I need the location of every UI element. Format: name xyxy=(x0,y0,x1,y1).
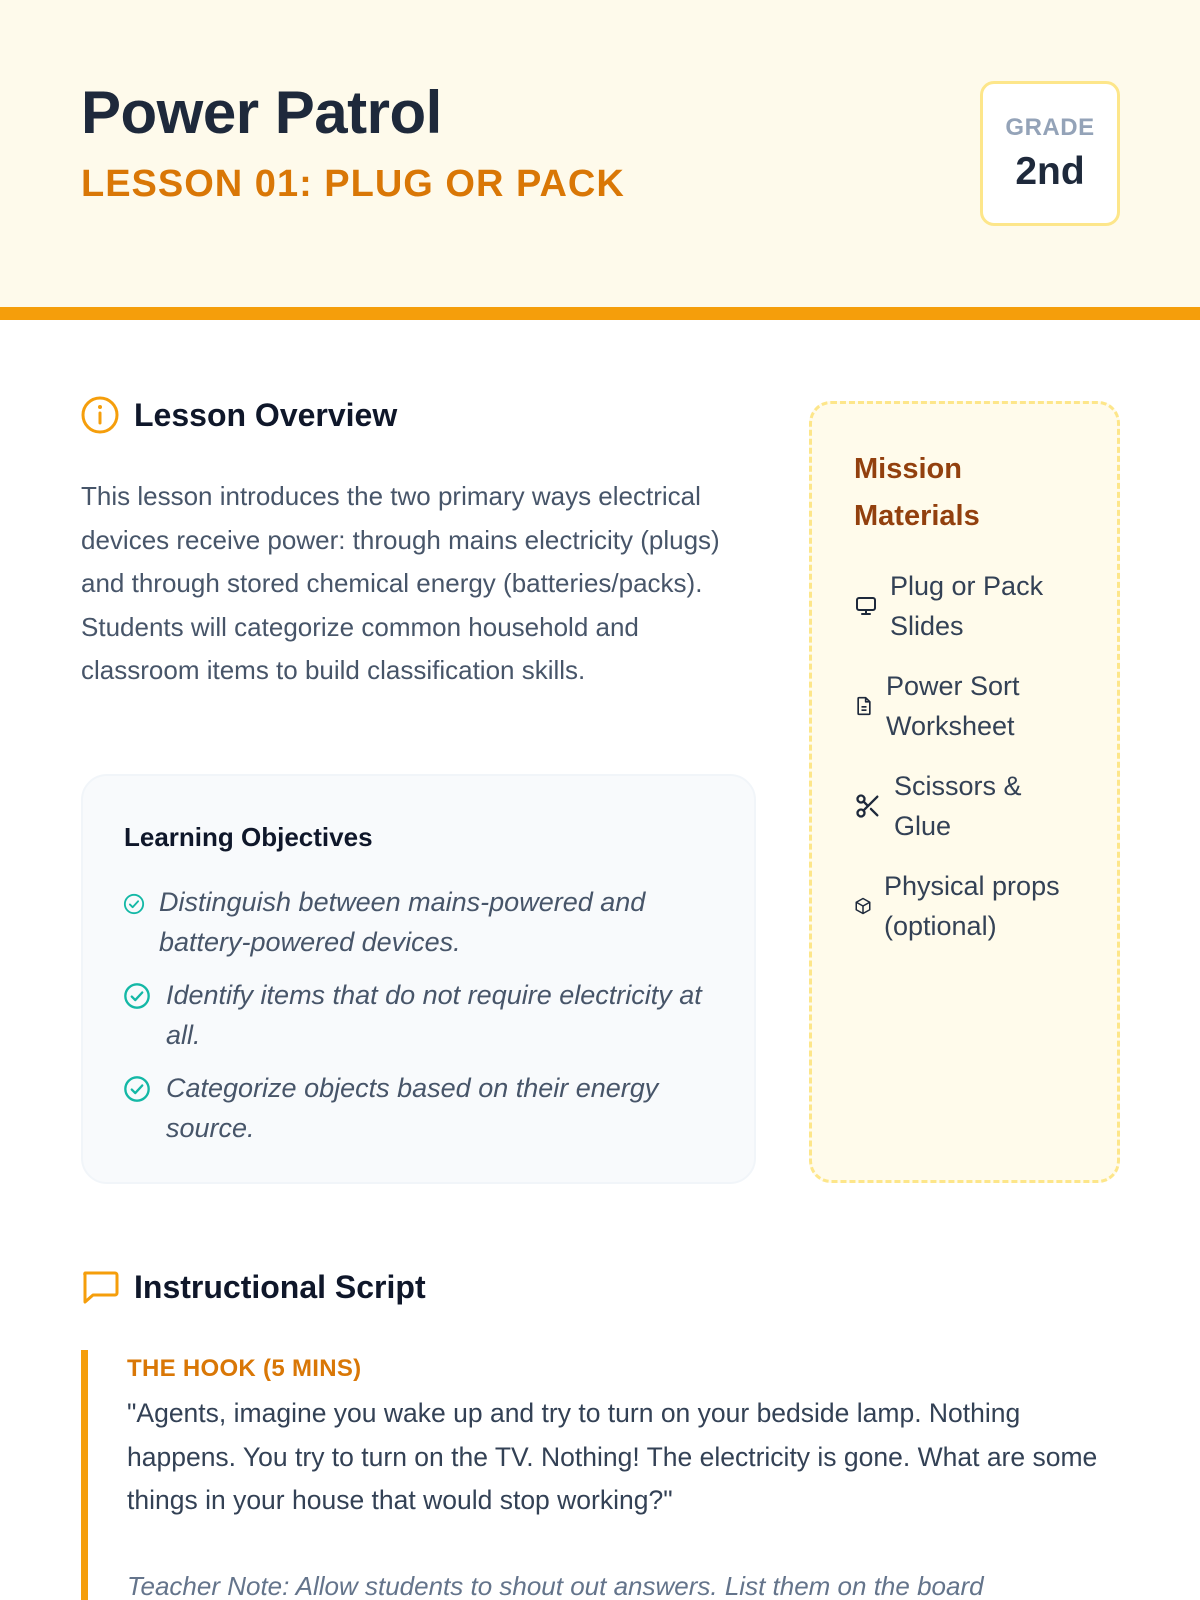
overview-heading xyxy=(80,395,397,435)
lesson-subtitle: LESSON 01: PLUG OR PACK xyxy=(81,163,625,205)
material-label: Power Sort Worksheet xyxy=(886,671,1020,741)
objective-text: Categorize objects based on their energy source. xyxy=(166,1073,659,1143)
material-item xyxy=(854,866,1084,946)
check-circle-icon xyxy=(123,1075,151,1103)
page-title: Power Patrol xyxy=(81,79,442,146)
materials-title: Mission Materials xyxy=(854,453,980,532)
scissors-icon xyxy=(854,792,882,820)
objectives-title: Learning Objectives xyxy=(124,822,373,852)
overview-text: This lesson introduces the two primary ways electrical devices receive power: through mains electricity (plugs) and through stored chemical energy (batteries/packs). Students will categorize common household and classroom items to build classification skills. xyxy=(81,481,720,685)
objective-item xyxy=(123,1068,726,1148)
material-label: Scissors & Glue xyxy=(894,771,1022,841)
objective-item xyxy=(123,975,726,1055)
grade-label: GRADE xyxy=(1005,114,1095,141)
objective-text: Identify items that do not require electricity at all. xyxy=(166,980,702,1050)
material-item xyxy=(854,666,1076,746)
script-hook-block xyxy=(81,1350,1121,1600)
check-circle-icon xyxy=(123,893,145,915)
overview-title: Lesson Overview xyxy=(134,396,398,433)
monitor-icon xyxy=(854,594,878,618)
lesson-header xyxy=(0,0,1200,320)
check-circle-icon xyxy=(123,982,151,1010)
script-phase-label: THE HOOK (5 MINS) xyxy=(127,1355,362,1382)
objective-text: Distinguish between mains-powered and battery-powered devices. xyxy=(159,887,646,957)
script-title: Instructional Script xyxy=(134,1268,426,1305)
material-label: Plug or Pack Slides xyxy=(890,571,1044,641)
teacher-note: Teacher Note: Allow students to shout out answers. List them on the board xyxy=(127,1571,984,1600)
script-quote: "Agents, imagine you wake up and try to turn on your bedside lamp. Nothing happens. You try to turn on the TV. Nothing! The electricity is gone. What are some things in your house that would stop working?" xyxy=(127,1398,1098,1515)
grade-badge xyxy=(980,81,1120,226)
material-label: Physical props (optional) xyxy=(884,871,1060,941)
chat-icon xyxy=(80,1267,120,1307)
material-item xyxy=(854,566,1080,646)
material-item xyxy=(854,766,1084,846)
mission-materials-card xyxy=(809,401,1120,1183)
script-heading xyxy=(80,1267,426,1307)
learning-objectives-card xyxy=(81,774,756,1184)
grade-value: 2nd xyxy=(1015,150,1085,193)
document-icon xyxy=(854,695,874,717)
info-icon xyxy=(80,395,120,435)
objective-item xyxy=(123,882,699,962)
box-icon xyxy=(854,897,872,915)
